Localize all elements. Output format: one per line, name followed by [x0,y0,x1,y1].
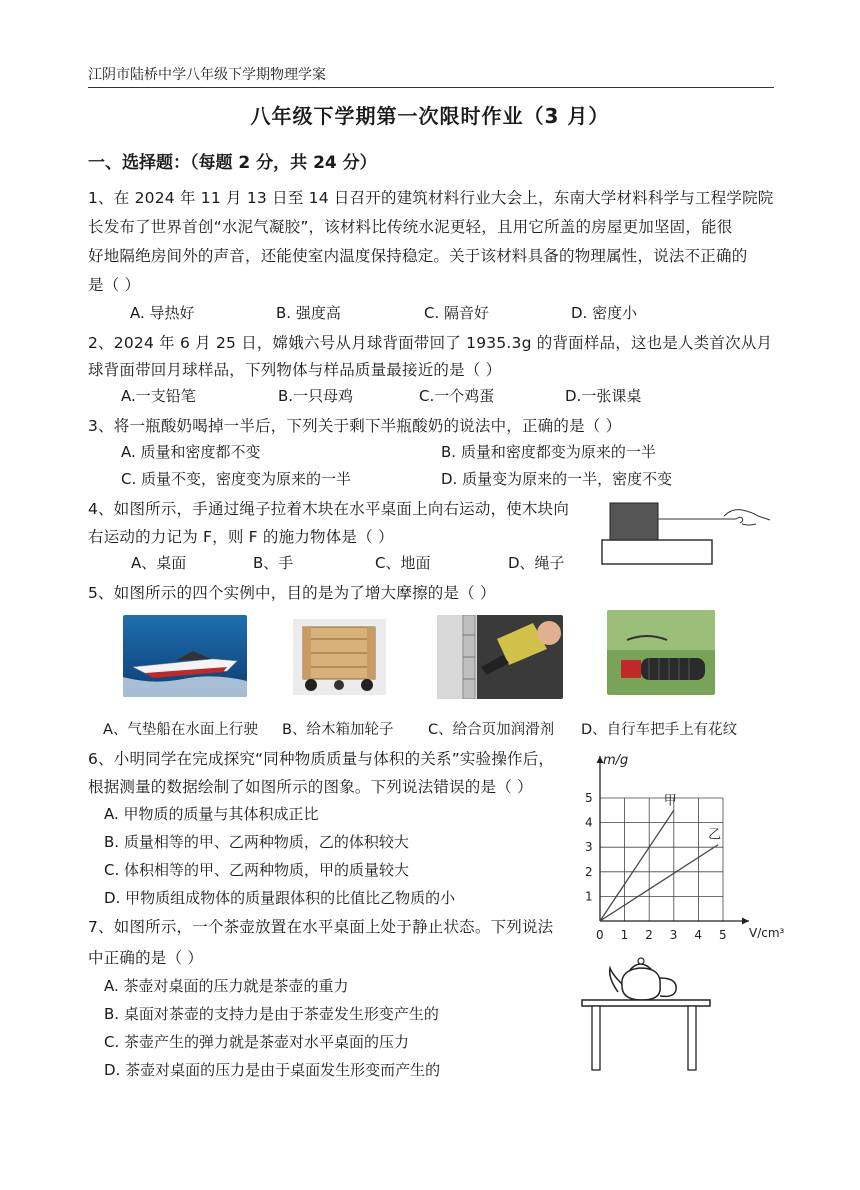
x-axis-label: V/cm³ [749,926,785,940]
header-divider [88,87,774,88]
q6-option-b: B. 质量相等的甲、乙两种物质，乙的体积较大 [104,833,409,851]
wooden-block [610,503,658,540]
chart-grid [600,798,723,921]
y-tick-label: 3 [585,840,593,855]
table-surface [602,540,712,564]
q1-line: 好地隔绝房间外的声音，还能使室内温度保持稳定。关于该材料具备的物理属性，说法不正确的 [88,247,748,265]
q3-line: 3、将一瓶酸奶喝掉一半后，下列关于剩下半瓶酸奶的说法中，正确的是（ ） [88,417,622,435]
q6-line: 根据测量的数据绘制了如图所示的图象。下列说法错误的是（ ） [88,778,533,796]
q7-option-b: B. 桌面对茶壶的支持力是由于茶壶发生形变产生的 [104,1005,439,1023]
series-line [600,810,674,921]
series-line [600,845,718,921]
q1-option-a: A. 导热好 [130,304,195,322]
crate-photo [293,619,386,695]
q1-option-d: D. 密度小 [571,304,638,322]
q2-option-b: B.一只母鸡 [278,387,354,405]
chart-lines [600,810,718,921]
q7-line: 中正确的是（ ） [88,949,204,967]
series-label: 甲 [663,793,677,809]
q4-line: 右运动的力记为 F，则 F 的施力物体是（ ） [88,528,394,546]
q1-line: 1、在 2024 年 11 月 13 日至 14 日召开的建筑材料行业大会上，东南大学材料科学与工程学院院 [88,189,774,207]
q4-option-a: A、桌面 [131,554,187,572]
x-axis-arrow [742,918,749,925]
q4-option-d: D、绳子 [508,554,565,572]
table-top [582,1000,710,1006]
x-tick-label: 3 [669,928,678,942]
section-heading: 一、选择题：（每题 2 分，共 24 分） [88,153,377,173]
teapot-table-figure [578,950,718,1075]
q1-option-b: B. 强度高 [276,304,341,322]
series-label: 乙 [708,827,722,843]
q2-line: 2、2024 年 6 月 25 日，嫦娥六号从月球背面带回了 1935.3g 的背面样品，这也是人类首次从月 [88,334,773,352]
q3-option-c: C. 质量不变，密度变为原来的一半 [121,470,352,488]
q1-line: 是（ ） [88,276,141,294]
q1-line: 长发布了世界首创“水泥气凝胶”，该材料比传统水泥更轻，且用它所盖的房屋更加坚固，能很 [88,218,733,236]
q4-line: 4、如图所示，手通过绳子拉着木块在水平桌面上向右运动，使木块向 [88,500,570,518]
block-pull-figure [596,494,776,574]
y-tick-label: 1 [585,889,593,904]
speedboat-photo [123,615,247,697]
bike-grip-photo [607,610,715,695]
q7-option-d: D. 茶壶对桌面的压力是由于桌面发生形变而产生的 [104,1061,441,1079]
table-leg-right [688,1006,696,1070]
q7-option-c: C. 茶壶产生的弹力就是茶壶对水平桌面的压力 [104,1033,410,1051]
q2-option-c: C.一个鸡蛋 [419,387,495,405]
hand-icon [724,510,770,525]
q2-line: 球背面带回月球样品，下列物体与样品质量最接近的是（ ） [88,361,502,379]
q6-option-d: D. 甲物质组成物体的质量跟体积的比值比乙物质的小 [104,889,456,907]
document-header: 江阴市陆桥中学八年级下学期物理学案 [88,67,326,83]
x-tick-label: 2 [645,928,653,942]
q5-caption-a: A、气垫船在水面上行驶 [103,722,258,738]
table-leg-left [592,1006,600,1070]
teapot-handle [660,978,676,996]
q6-line: 6、小明同学在完成探究“同种物质质量与体积的关系”实验操作后， [88,750,555,768]
q3-option-b: B. 质量和密度都变为原来的一半 [441,443,656,461]
q2-option-d: D.一张课桌 [565,387,642,405]
x-tick-label: 5 [719,928,727,942]
q5-line: 5、如图所示的四个实例中，目的是为了增大摩擦的是（ ） [88,584,496,602]
x-tick-label: 4 [694,928,703,942]
teapot-spout [610,968,622,992]
q5-caption-c: C、给合页加润滑剂 [428,722,555,738]
q7-line: 7、如图所示，一个茶壶放置在水平桌面上处于静止状态。下列说法 [88,918,554,936]
q3-option-d: D. 质量变为原来的一半，密度不变 [441,470,673,488]
x-tick-label: 1 [620,928,629,942]
q2-option-a: A.一支铅笔 [121,387,196,405]
q6-option-a: A. 甲物质的质量与其体积成正比 [104,805,319,823]
teapot-body [622,968,660,1000]
q5-caption-b: B、给木箱加轮子 [282,722,394,738]
q4-option-b: B、手 [253,554,294,572]
y-axis-label: m/g [603,753,629,768]
y-tick-label: 2 [585,864,593,879]
q7-option-a: A. 茶壶对桌面的压力就是茶壶的重力 [104,977,349,995]
q1-option-c: C. 隔音好 [424,304,490,322]
y-tick-label: 4 [585,815,593,830]
hinge-oil-photo [437,615,563,699]
q3-option-a: A. 质量和密度都不变 [121,443,261,461]
page-title: 八年级下学期第一次限时作业（3 月） [250,104,610,128]
chart-axes [597,756,750,925]
mass-volume-chart [580,750,795,945]
q6-option-c: C. 体积相等的甲、乙两种物质，甲的质量较大 [104,861,410,879]
q5-caption-d: D、自行车把手上有花纹 [581,722,738,738]
y-tick-label: 5 [585,791,593,805]
q4-option-c: C、地面 [375,554,431,572]
x-tick-label: 0 [596,928,604,942]
